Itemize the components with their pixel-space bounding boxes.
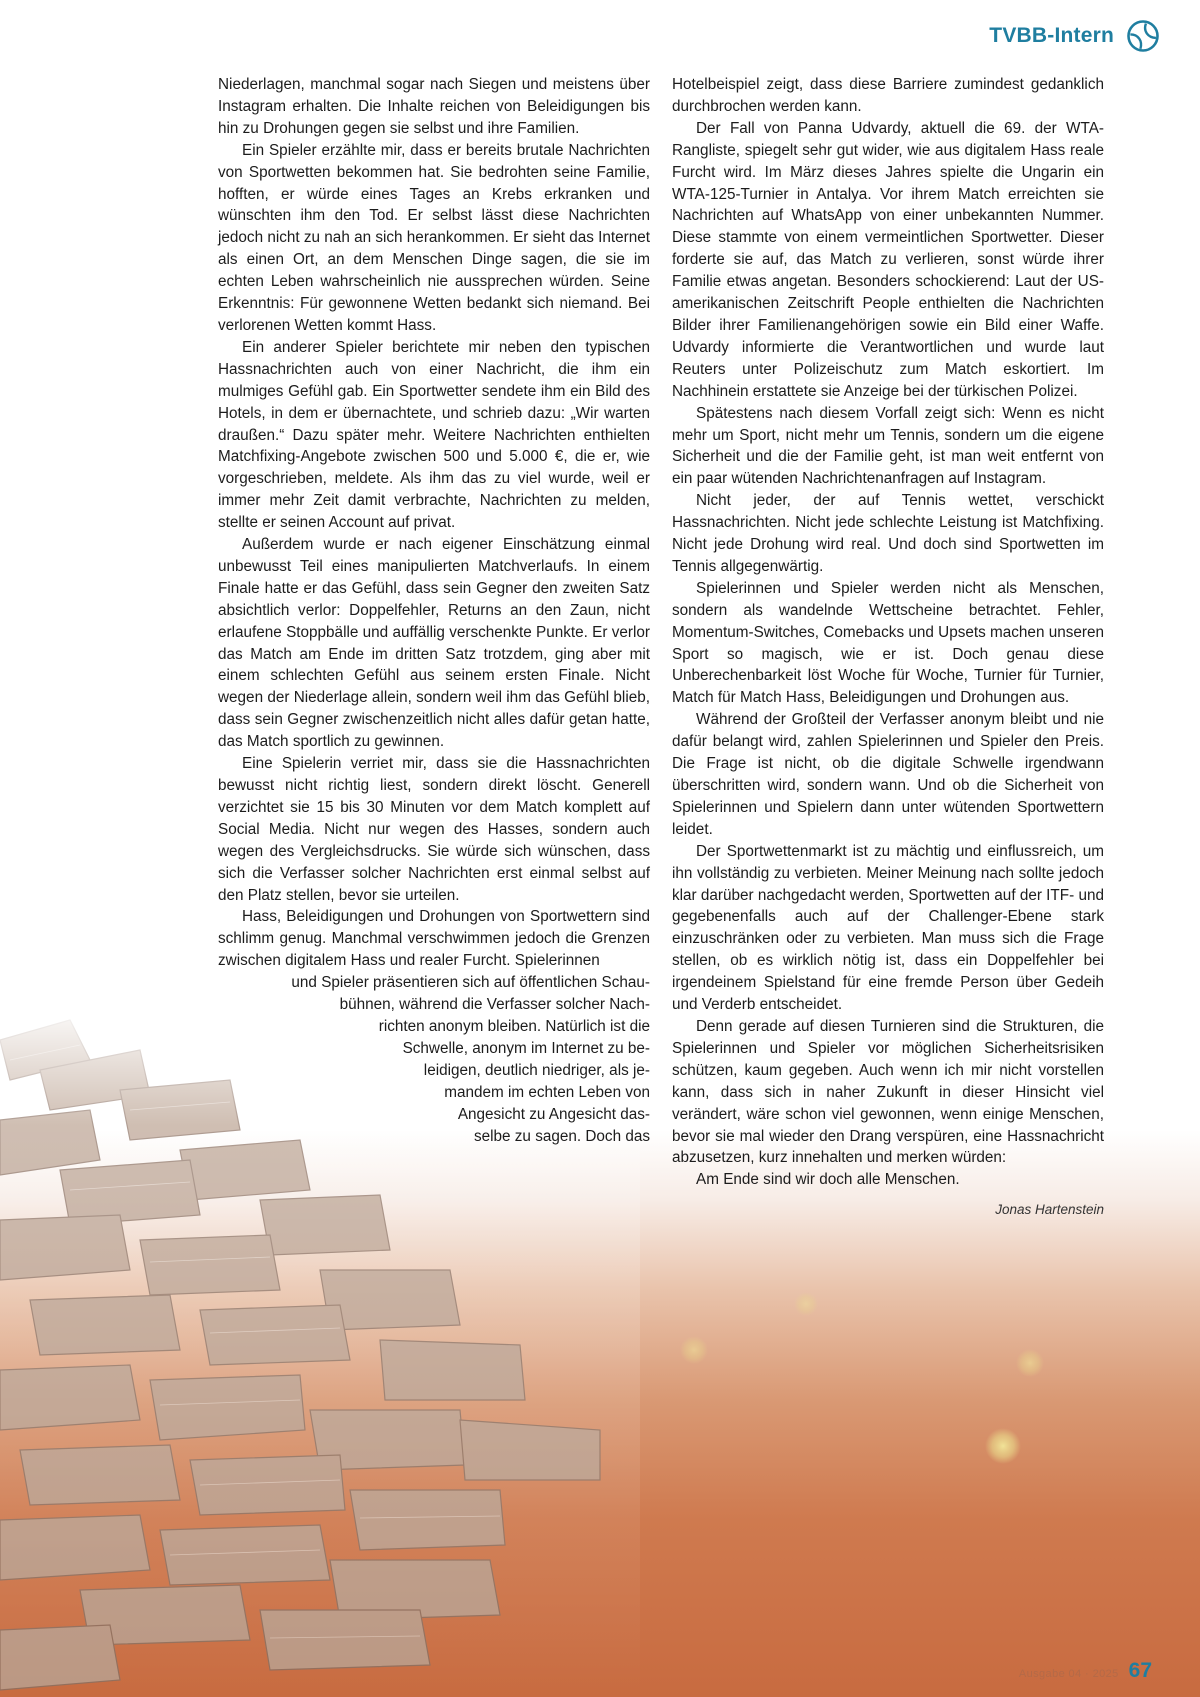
paragraph: Hass, Beleidigungen und Drohungen von Sportwettern sind schlimm genug. Manchmal verschwimmen jedoch die Grenzen zwischen digitalem Hass und realer Furcht. Spielerinnen (218, 908, 650, 970)
paragraph: Spätestens nach diesem Vorfall zeigt sich: Wenn es nicht mehr um Sport, nicht mehr um Tennis, sondern um die eigene Sicherheit und die der Familie geht, ist man weit entfernt von ein paar wütenden Nachrichtenanfragen auf Instagram. (672, 404, 1104, 488)
paragraph: Ein anderer Spieler berichtete mir neben den typischen Hassnachrichten auch von einer Nachricht, die ihm ein mulmiges Gefühl gab. Ein Sportwetter sendete ihm ein Bild des Hotels, in dem er übernachtete, und schrieb dazu: „Wir warten draußen.“ Dazu später mehr. Weitere Nachrichten enthielten Matchfixing-Angebote zwischen 500 und 5.000 €, die er, wie vorgeschrieben, meldete. Als ihm das zu viel wurde, weil er immer mehr Zeit damit verbrachte, Nachrichten zu melden, stellte er seinen Account auf privat. (218, 338, 650, 532)
paragraph: Niederlagen, manchmal sogar nach Siegen und meistens über Instagram erhalten. Die Inhalte reichen von Beleidigungen bis hin zu Drohungen gegen sie selbst und ihre Familien. (218, 76, 650, 137)
tapered-line: und Spieler präsentieren sich auf öffentlichen Schau- (291, 974, 650, 992)
paragraph: Am Ende sind wir doch alle Menschen. (696, 1171, 960, 1189)
tapered-line: mandem im echten Leben von (444, 1083, 650, 1101)
tapered-line: selbe zu sagen. Doch das (473, 1127, 650, 1145)
paragraph: Denn gerade auf diesen Turnieren sind die Strukturen, die Spielerinnen und Spieler vor möglichen Sicherheitsrisiken schützen, kaum gegeben. Auch wenn ich mir nicht vorstellen kann, dass sich in naher Zukunft in dieser Hinsicht viel verändert, wäre schon viel gewonnen, wenn einige Menschen, bevor sie mal wieder den Drang verspüren, eine Hassnachricht abzusetzen, kurz innehalten und merken würden: (672, 1017, 1104, 1167)
tapered-line: Angesicht zu Angesicht das- (457, 1105, 650, 1123)
tennis-ball-icon (1126, 19, 1160, 53)
page-number: 67 (1128, 1659, 1152, 1682)
tapered-line: bühnen, während die Verfasser solcher Nach- (339, 996, 650, 1014)
tapered-line: Schwelle, anonym im Internet zu be- (402, 1039, 650, 1057)
paragraph: Hotelbeispiel zeigt, dass diese Barriere zumindest gedanklich durchbrochen werden kann. (672, 76, 1104, 115)
paragraph: Der Sportwettenmarkt ist zu mächtig und einflussreich, um ihn vollständig zu verbieten. Meiner Meinung nach sollte jedoch klar darüber nachgedacht werden, Sportwetten auf der ITF- und gegebenenfalls auch auf der Challenger-Ebene stark einzuschränken oder zu verbieten. Man muss sich die Frage stellen, ob es wirklich nötig ist, dass ein Doppelfehler bei irgendeinem Spielstand für eine fremde Person über Gedeih und Verderb entscheidet. (672, 842, 1104, 1014)
issue-label: Ausgabe 04 · 2025 (1018, 1668, 1119, 1680)
section-title: TVBB-Intern (989, 24, 1114, 47)
paragraph: Außerdem wurde er nach eigener Einschätzung einmal unbewusst Teil eines manipulierten Matchverlaufs. In einem Finale hatte er das Gefühl, dass sein Gegner den zweiten Satz absichtlich verlor: Doppelfehler, Returns an den Zaun, nicht erlaufene Stoppbälle und auffällig verschenkte Punkte. Er verlor das Match am Ende im dritten Satz trotzdem, ging aber mit einem schlechten Gefühl aus seinem ersten Finale. Nicht wegen der Niederlage allein, sondern weil ihm das Gefühl blieb, dass sein Gegner zwischenzeitlich nicht alles dafür getan hatte, das Match sportlich zu gewinnen. (218, 536, 650, 751)
article-column-right (672, 74, 1104, 1221)
article-column-left (218, 74, 650, 1147)
tapered-line: richten anonym bleiben. Natürlich ist die (378, 1017, 650, 1035)
paragraph: Spielerinnen und Spieler werden nicht als Menschen, sondern als wandelnde Wettscheine betrachtet. Fehler, Momentum-Switches, Comebacks und Upsets machen unseren Sport so magisch, wie er ist. Doch genau diese Unberechenbarkeit löst Woche für Woche, Turnier für Turnier, Match für Match Hass, Beleidigungen und Drohungen aus. (672, 579, 1104, 707)
page-footer (1019, 1659, 1152, 1683)
paragraph: Der Fall von Panna Udvardy, aktuell die 69. der WTA-Rangliste, spiegelt sehr gut wider, wie aus digitalem Hass reale Furcht wird. Im März dieses Jahres spielte die Ungarin ein WTA-125-Turnier in Antalya. Vor ihrem Match erreichten sie Nachrichten auf WhatsApp von einer unbekannten Nummer. Diese stammte von einem vermeintlichen Sportwetter. Dieser forderte sie auf, das Match zu verlieren, sonst würde ihrer Familie etwas angetan. Besonders schockierend: Laut der US-amerikanischen Zeitschrift People enthielten die Nachrichten Bilder ihrer Familienangehörigen sowie ein Bild einer Waffe. Udvardy informierte die Verantwortlichen und wurde laut Reuters unter Polizeischutz zum Match eskortiert. Im Nachhinein erstattete sie Anzeige bei der türkischen Polizei. (672, 119, 1104, 400)
paragraph: Nicht jeder, der auf Tennis wettet, verschickt Hassnachrichten. Nicht jede schlechte Leistung ist Matchfixing. Nicht jede Drohung wird real. Und doch sind Sportwetten im Tennis allgegenwärtig. (672, 492, 1104, 575)
paragraph: Ein Spieler erzählte mir, dass er bereits brutale Nachrichten von Sportwetten bekommen hat. Sie bedrohten seine Familie, hofften, er würde eines Tages an Krebs erkranken und wünschten ihm den Tod. Er selbst lässt diese Nachrichten jedoch nicht zu nah an sich herankommen. Er sieht das Internet als einen Ort, an dem Menschen Dinge sagen, die sie im echten Leben wahrscheinlich nie aussprechen würden. Seine Erkenntnis: Für gewonnene Wetten bedankt sich niemand. Bei verlorenen Wetten kommt Hass. (218, 141, 650, 334)
author-signature: Jonas Hartenstein (995, 1202, 1104, 1218)
section-header (989, 18, 1160, 54)
paragraph: Eine Spielerin verriet mir, dass sie die Hassnachrichten bewusst nicht richtig liest, sondern direkt löscht. Generell verzichtet sie 15 bis 30 Minuten vor dem Match komplett auf Social Media. Nicht nur wegen des Hasses, sondern auch wegen des Vergleichsdrucks. Sie würde sich wünschen, dass sich die Verfasser solcher Nachrichten erst einmal selbst auf den Platz stellen, bevor sie urteilen. (218, 755, 650, 904)
tapered-line: leidigen, deutlich niedriger, als je- (423, 1061, 650, 1079)
paragraph: Während der Großteil der Verfasser anonym bleibt und nie dafür belangt wird, zahlen Spielerinnen und Spieler den Preis. Die Frage ist nicht, ob die digitale Schwelle irgendwann überschritten wird, sondern wann. Und ob die Sicherheit von Spielerinnen und Spielern dann unter wütenden Sportwettern leidet. (672, 711, 1104, 838)
